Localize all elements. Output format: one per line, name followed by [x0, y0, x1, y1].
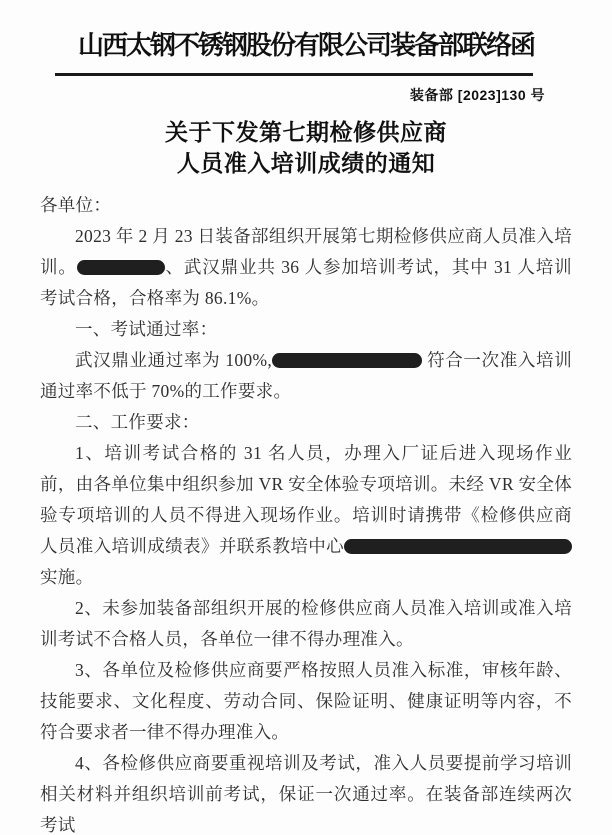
body-paragraph [40, 345, 572, 407]
subject-line-2: 人员准入培训成绩的通知 [176, 150, 436, 176]
document-number: 装备部 [2023]130 号 [409, 87, 545, 103]
redaction-bar [344, 539, 572, 554]
body-paragraph [40, 190, 572, 221]
body-text: 、武汉鼎业共 36 人参加培训考试，其中 31 人培训考试合格，合格率为 86.1%。 [40, 257, 572, 308]
body-text: 二、工作要求： [75, 412, 200, 432]
body-paragraph [40, 407, 572, 438]
body-text: 实施。 [40, 567, 94, 587]
body-text: 2、未参加装备部组织开展的检修供应商人员准入培训或准入培训考试不合格人员，各单位一律不得办理准入。 [40, 598, 572, 649]
letterhead-rule [55, 73, 533, 76]
subject-line-1: 关于下发第七期检修供应商 [165, 119, 447, 145]
letterhead-title: 山西太钢不锈钢股份有限公司装备部联络函 [77, 31, 534, 60]
subject-heading [40, 117, 572, 179]
body-text: 一、考试通过率： [75, 319, 218, 339]
body [40, 190, 572, 835]
body-text: 武汉鼎业通过率为 100%, [75, 350, 273, 370]
redaction-bar [77, 260, 165, 275]
body-paragraph [40, 655, 572, 748]
body-text: 各单位： [40, 195, 112, 215]
body-text: 3、各单位及检修供应商要严格按照人员准入标准，审核年龄、技能要求、文化程度、劳动合同、保险证明、健康证明等内容，不符合要求者一律不得办理准入。 [40, 660, 572, 742]
body-paragraph [40, 593, 572, 655]
body-paragraph [40, 314, 572, 345]
body-text: 符合一次准入培训通过率不低于 70%的工作要求。 [40, 350, 572, 401]
body-text: 2023 年 2 月 23 日装备部组织开展第七期检修供应商人员准入培训。 [40, 226, 572, 277]
body-text: 4、各检修供应商要重视培训及考试，准入人员要提前学习培训相关材料并组织培训前考试，保证一次通过率。在装备部连续两次考试 [40, 753, 572, 835]
redaction-bar [272, 353, 422, 368]
body-paragraph [40, 438, 572, 593]
body-paragraph [40, 221, 572, 314]
body-paragraph [40, 748, 572, 835]
body-text: 1、培训考试合格的 31 名人员，办理入厂证后进入现场作业前，由各单位集中组织参加 VR 安全体验专项培训。未经 VR 安全体验专项培训的人员不得进入现场作业。培训时请携带《检修供应商人员准入培训成绩表》并联系教培中心 [40, 443, 572, 556]
